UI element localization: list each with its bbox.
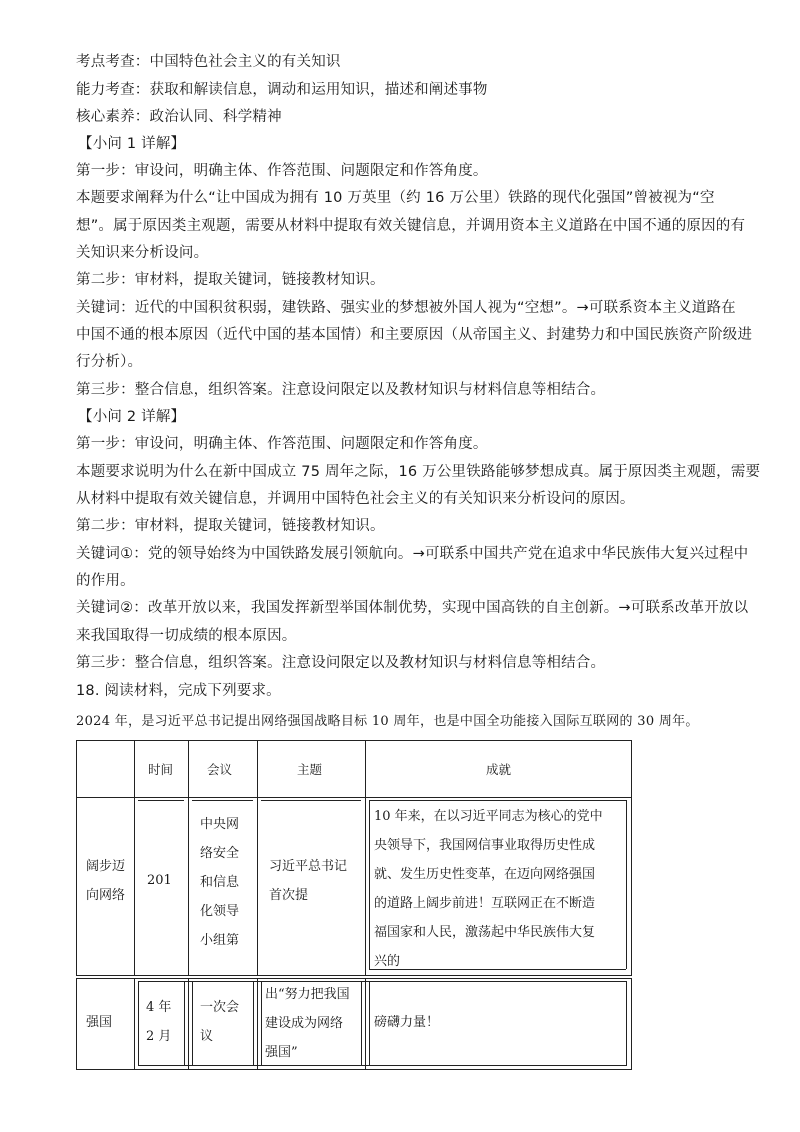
section-heading: 【小问 1 详解】 [78, 136, 186, 152]
material-intro: 2024 年，是习近平总书记提出网络强国战略目标 10 周年，也是中国全功能接入国际互联网的 30 周年。 [76, 714, 699, 729]
text-line: 从材料中提取有效关键信息，并调用中国特色社会主义的有关知识来分析设问的原因。 [76, 491, 635, 507]
table-header-achievement: 成就 [486, 762, 512, 777]
text-line: 想”。属于原因类主观题，需要从材料中提取有效关键信息，并调用资本主义道路在中国不通的原因的有 [76, 218, 746, 234]
text-line: 行分析）。 [76, 354, 143, 370]
text-line: 第一步：审设问，明确主体、作答范围、问题限定和作答角度。 [76, 163, 488, 179]
table-header-theme: 主题 [297, 762, 323, 777]
table-cell-row-label: 阔步迈 向网络 [86, 859, 126, 903]
text-line: 考点考查：中国特色社会主义的有关知识 [76, 54, 341, 70]
text-line: 来我国取得一切成绩的根本原因。 [76, 628, 297, 644]
text-line: 本题要求说明为什么在新中国成立 75 周年之际，16 万公里铁路能够梦想成真。属于原因类主观题，需要 [76, 464, 761, 480]
text-line: 第二步：审材料，提取关键词，链接教材知识。 [76, 518, 385, 534]
text-line: 第三步：整合信息，组织答案。注意设问限定以及教材知识与材料信息等相结合。 [76, 655, 606, 671]
text-line: 核心素养：政治认同、科学精神 [76, 109, 282, 125]
text-line: 关键词：近代的中国积贫积弱，建铁路、强实业的梦想被外国人视为“空想”。→可联系资本主义道路在 [76, 300, 736, 316]
table-cell-meeting: 中央网 络安全 和信息 化领导 小组第 [200, 817, 240, 948]
table-cell-theme: 习近平总书记 首次提 [269, 859, 348, 903]
text-line: 关键词②：改革开放以来，我国发挥新型举国体制优势，实现中国高铁的自主创新。→可联系改革开放以 [76, 600, 749, 616]
table-cell-achievement: 10 年来，在以习近平同志为核心的党中 央领导下，我国网信事业取得历史性成 就、发生历史性变革，在迈向网络强国 的道路上阔步前进！互联网正在不断造 福国家和人民，激荡起中华民族伟大复 兴的 [374, 809, 603, 969]
text-line: 关键词①：党的领导始终为中国铁路发展引领航向。→可联系中国共产党在追求中华民族伟大复兴过程中 [76, 546, 749, 562]
text-line: 的作用。 [76, 573, 135, 589]
question-title: 18. 阅读材料，完成下列要求。 [76, 683, 281, 699]
text-line: 第二步：审材料，提取关键词，链接教材知识。 [76, 272, 385, 288]
table-cell-time: 201 [147, 873, 172, 888]
text-line: 本题要求阐释为什么“让中国成为拥有 10 万英里（约 16 万公里）铁路的现代化强国”曾被视为“空 [76, 190, 715, 206]
text-line: 关知识来分析设问。 [76, 245, 209, 261]
table-cell-time: 4 年 2 月 [146, 1000, 172, 1044]
table-cell-achievement: 磅礴力量！ [374, 1015, 440, 1030]
table-cell-theme: 出“努力把我国 建设成为网络 强国” [265, 987, 350, 1060]
text-line: 第三步：整合信息，组织答案。注意设问限定以及教材知识与材料信息等相结合。 [76, 382, 606, 398]
table-cell-row-label: 强国 [86, 1015, 113, 1030]
table-header-time: 时间 [148, 762, 174, 777]
table-cell-meeting: 一次会 议 [200, 1000, 240, 1044]
table-header-meeting: 会议 [207, 762, 233, 777]
text-line: 第一步：审设问，明确主体、作答范围、问题限定和作答角度。 [76, 436, 488, 452]
text-line: 能力考查：获取和解读信息，调动和运用知识，描述和阐述事物 [76, 82, 488, 98]
text-line: 中国不通的根本原因（近代中国的基本国情）和主要原因（从帝国主义、封建势力和中国民族资产阶级进 [76, 327, 753, 343]
section-heading: 【小问 2 详解】 [78, 409, 186, 425]
